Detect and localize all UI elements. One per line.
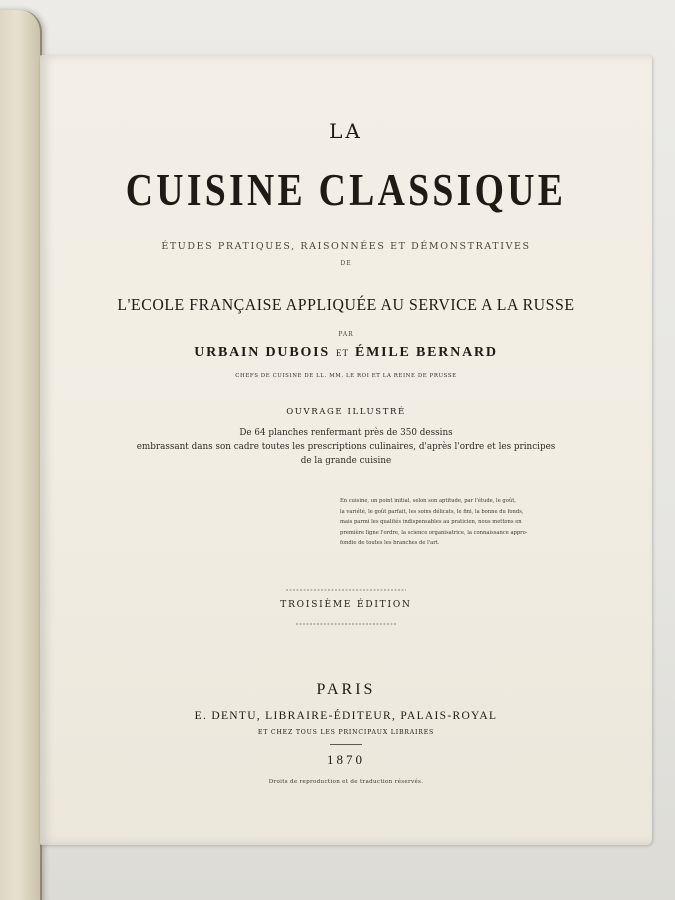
- publication-year: 1870: [327, 752, 365, 767]
- illustrated-label: OUVRAGE ILLUSTRÉ: [286, 407, 406, 417]
- subtitle: ÉTUDES PRATIQUES, RAISONNÉES ET DÉMONSTRATIVES: [161, 241, 531, 252]
- epigraph-line: En cuisine, un point initial, selon son aptitude, par l'étude, le goût,: [340, 498, 516, 504]
- imprint-publisher: E. DENTU, LIBRAIRE-ÉDITEUR, PALAIS-ROYAL: [194, 710, 498, 722]
- ornament-rule-top: [286, 588, 406, 592]
- title-article: LA: [329, 119, 363, 143]
- epigraph-line: fondie de toutes les branches de l'art.: [340, 540, 440, 546]
- description-line: De 64 planches renfermant près de 350 dessins: [239, 428, 453, 438]
- imprint-city: PARIS: [316, 681, 376, 698]
- author-dubois: URBAIN DUBOIS: [194, 345, 330, 360]
- book-title: CUISINE CLASSIQUE: [125, 164, 567, 215]
- epigraph-line: mais parmi les qualités indispensables au praticien, nous mettons en: [340, 519, 522, 525]
- title-page: [40, 55, 652, 845]
- imprint-booksellers: ET CHEZ TOUS LES PRINCIPAUX LIBRAIRES: [257, 729, 435, 736]
- epigraph: [340, 496, 550, 549]
- subtitle-connector: DE: [340, 260, 352, 267]
- author-bernard: ÉMILE BERNARD: [355, 345, 498, 360]
- edition-label: TROISIÈME ÉDITION: [280, 600, 412, 610]
- epigraph-line: la variété, le goût parfait, les soins délicats, le fini, la bonne du fonds,: [340, 508, 524, 515]
- school-line: L'ECOLE FRANÇAISE APPLIQUÉE AU SERVICE A LA RUSSE: [117, 295, 575, 314]
- description: [40, 426, 652, 468]
- authors-connector: ET: [336, 348, 349, 358]
- description-line: embrassant dans son cadre toutes les prescriptions culinaires, d'après l'ordre et les principes: [136, 442, 556, 452]
- rights-notice: Droits de reproduction et de traduction réservés.: [268, 779, 424, 785]
- by-line-connector: PAR: [338, 331, 354, 338]
- left-page-edge: [0, 10, 42, 900]
- description-line: de la grande cuisine: [300, 456, 392, 466]
- epigraph-line: première ligne l'ordre, la science organisatrice, la connaissance appro-: [340, 529, 528, 536]
- authors-credentials: CHEFS DE CUISINE DE LL. MM. LE ROI ET LA REINE DE PRUSSE: [235, 373, 457, 379]
- imprint-rule: [330, 744, 362, 745]
- ornament-rule-bottom: [296, 622, 396, 626]
- authors-line: [40, 345, 652, 361]
